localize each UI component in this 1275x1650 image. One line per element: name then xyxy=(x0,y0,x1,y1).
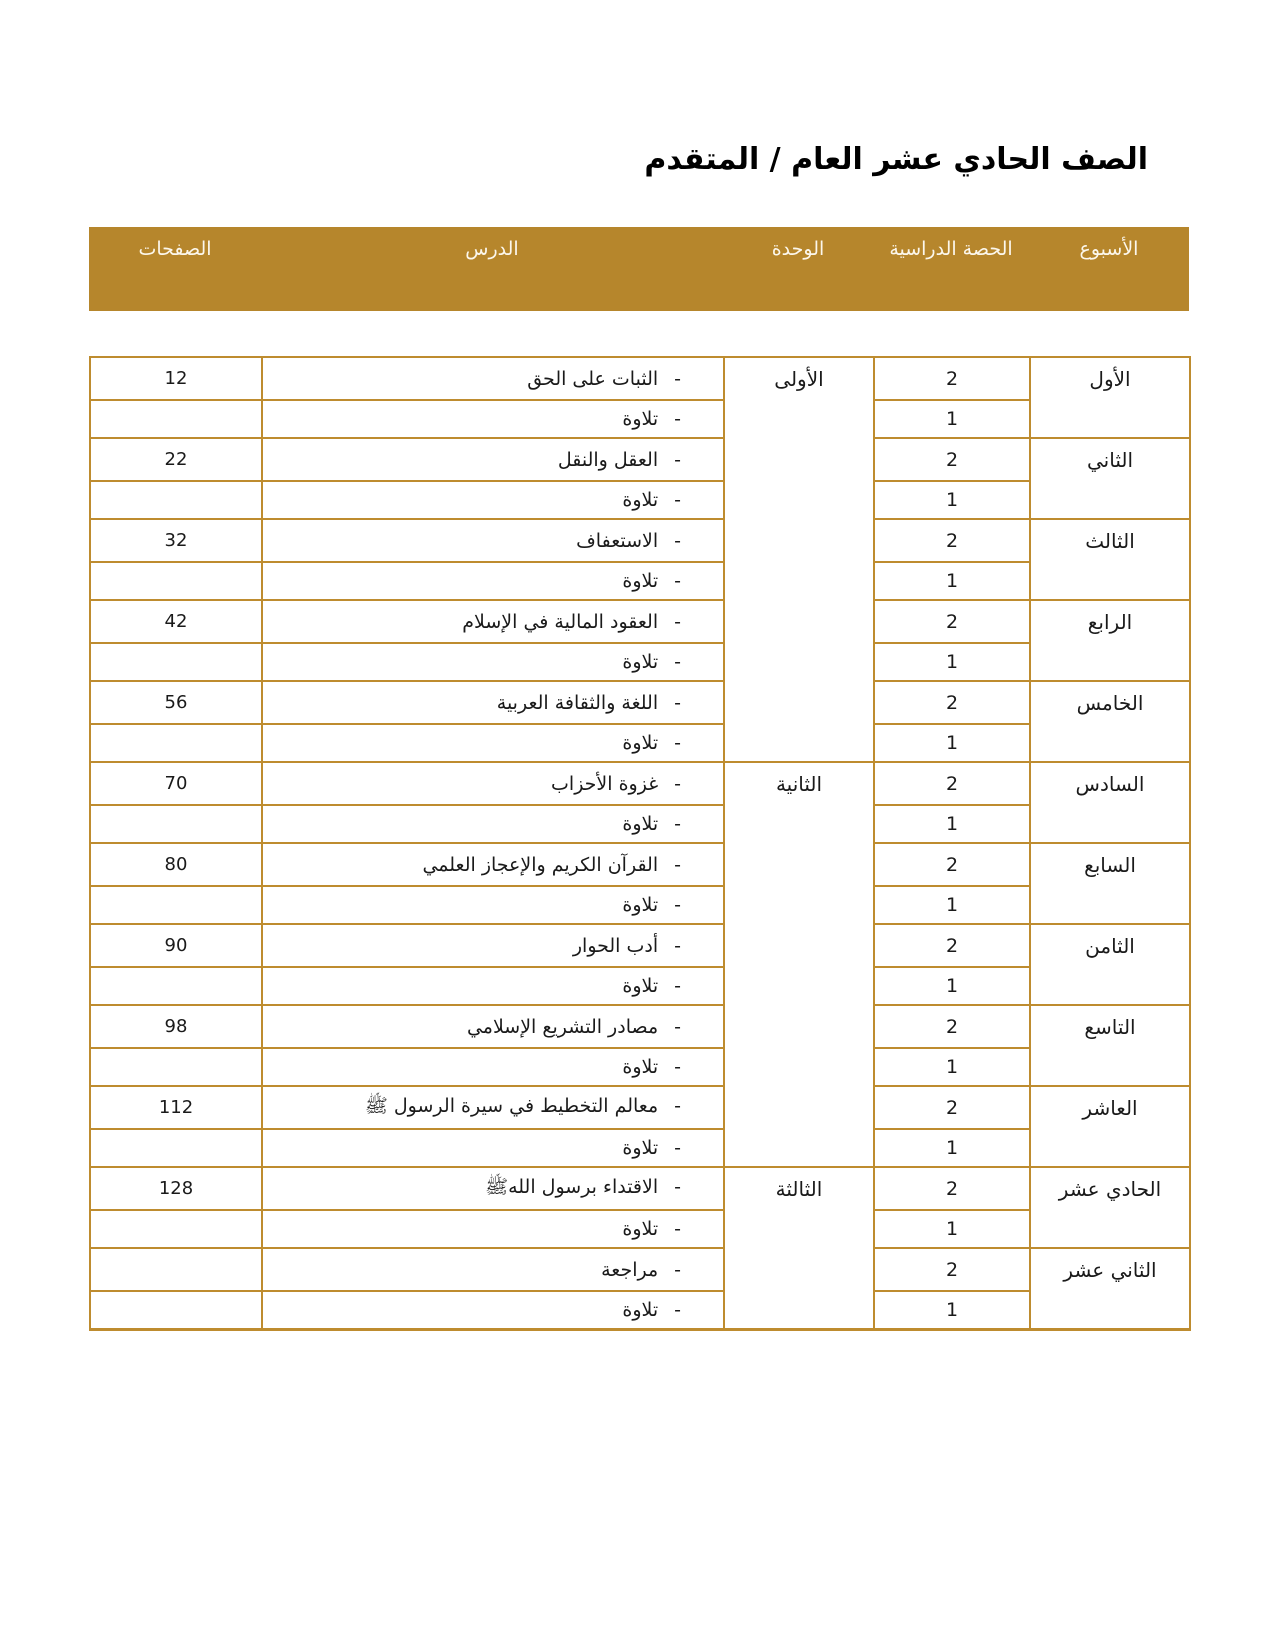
table-row xyxy=(90,1048,1190,1086)
lesson-cell xyxy=(262,600,724,643)
table-row xyxy=(90,562,1190,600)
week-cell: الخامس xyxy=(1030,681,1190,762)
pages-cell: 90 xyxy=(90,924,262,967)
lesson-cell xyxy=(262,438,724,481)
dash-bullet: - xyxy=(674,1015,681,1038)
lesson-cell xyxy=(262,967,724,1005)
week-cell: الثامن xyxy=(1030,924,1190,1005)
lesson-text: الثبات على الحق xyxy=(527,367,659,390)
dash-bullet: - xyxy=(674,610,681,633)
lesson-text: تلاوة xyxy=(622,651,659,673)
dash-bullet: - xyxy=(674,1298,681,1321)
pages-cell: 112 xyxy=(90,1086,262,1129)
table-row xyxy=(90,400,1190,438)
lesson-text: العقود المالية في الإسلام xyxy=(462,610,659,633)
dash-bullet: - xyxy=(674,367,681,390)
dash-bullet: - xyxy=(674,489,681,511)
period-cell: 2 xyxy=(874,438,1030,481)
lesson-cell xyxy=(262,357,724,400)
table-row xyxy=(90,1005,1190,1048)
period-cell: 1 xyxy=(874,1048,1030,1086)
lesson-text: مصادر التشريع الإسلامي xyxy=(466,1015,659,1038)
period-cell: 2 xyxy=(874,1005,1030,1048)
table-row xyxy=(90,924,1190,967)
table-row xyxy=(90,805,1190,843)
table-row xyxy=(90,481,1190,519)
pages-cell: 32 xyxy=(90,519,262,562)
pages-cell xyxy=(90,400,262,438)
table-row xyxy=(90,1129,1190,1167)
pages-cell xyxy=(90,1129,262,1167)
lesson-text: تلاوة xyxy=(622,975,659,997)
lesson-cell xyxy=(262,519,724,562)
header-cell-pages: الصفحات xyxy=(138,238,212,260)
pages-cell xyxy=(90,481,262,519)
lesson-text: تلاوة xyxy=(622,1137,659,1159)
week-cell: الثاني عشر xyxy=(1030,1248,1190,1329)
lesson-cell xyxy=(262,1048,724,1086)
lesson-cell xyxy=(262,762,724,805)
lesson-cell xyxy=(262,643,724,681)
dash-bullet: - xyxy=(674,570,681,592)
lesson-cell xyxy=(262,1248,724,1291)
lesson-text: غزوة الأحزاب xyxy=(551,772,659,795)
lesson-cell xyxy=(262,1167,724,1210)
table-row xyxy=(90,762,1190,805)
schedule-table xyxy=(89,356,1191,1331)
period-cell: 1 xyxy=(874,724,1030,762)
lesson-cell xyxy=(262,886,724,924)
lesson-text: الاستعفاف xyxy=(576,529,659,552)
period-cell: 1 xyxy=(874,1210,1030,1248)
period-cell: 2 xyxy=(874,924,1030,967)
pages-cell xyxy=(90,1048,262,1086)
period-cell: 2 xyxy=(874,1248,1030,1291)
dash-bullet: - xyxy=(674,448,681,471)
lesson-cell xyxy=(262,1129,724,1167)
period-cell: 2 xyxy=(874,600,1030,643)
week-cell: السابع xyxy=(1030,843,1190,924)
lesson-cell xyxy=(262,1291,724,1329)
lesson-text: القرآن الكريم والإعجاز العلمي xyxy=(422,853,659,876)
lesson-text: الاقتداء برسول اللهﷺ xyxy=(485,1175,659,1198)
lesson-cell xyxy=(262,1086,724,1129)
lesson-text: تلاوة xyxy=(622,489,659,511)
pages-cell xyxy=(90,967,262,1005)
pages-cell: 98 xyxy=(90,1005,262,1048)
period-cell: 2 xyxy=(874,357,1030,400)
header-cell-week: الأسبوع xyxy=(1079,238,1139,260)
period-cell: 2 xyxy=(874,1086,1030,1129)
lesson-cell xyxy=(262,481,724,519)
pages-cell: 128 xyxy=(90,1167,262,1210)
table-row xyxy=(90,1248,1190,1291)
pages-cell: 56 xyxy=(90,681,262,724)
week-cell: التاسع xyxy=(1030,1005,1190,1086)
unit-cell: الأولى xyxy=(724,357,874,762)
dash-bullet: - xyxy=(674,691,681,714)
table-row xyxy=(90,357,1190,400)
week-cell: الأول xyxy=(1030,357,1190,438)
period-cell: 1 xyxy=(874,886,1030,924)
week-cell: السادس xyxy=(1030,762,1190,843)
dash-bullet: - xyxy=(674,975,681,997)
period-cell: 1 xyxy=(874,1291,1030,1329)
dash-bullet: - xyxy=(674,1175,681,1198)
lesson-text: تلاوة xyxy=(622,894,659,916)
lesson-text: تلاوة xyxy=(622,570,659,592)
table-row xyxy=(90,1291,1190,1329)
lesson-cell xyxy=(262,681,724,724)
lesson-cell xyxy=(262,924,724,967)
table-row xyxy=(90,681,1190,724)
lesson-cell xyxy=(262,562,724,600)
schedule-table-body xyxy=(90,357,1190,1329)
pages-cell: 12 xyxy=(90,357,262,400)
period-cell: 1 xyxy=(874,643,1030,681)
lesson-cell xyxy=(262,1005,724,1048)
dash-bullet: - xyxy=(674,1056,681,1078)
lesson-text: تلاوة xyxy=(622,1218,659,1240)
week-cell: الحادي عشر xyxy=(1030,1167,1190,1248)
table-row xyxy=(90,643,1190,681)
period-cell: 1 xyxy=(874,562,1030,600)
dash-bullet: - xyxy=(674,1218,681,1240)
lesson-text: مراجعة xyxy=(601,1258,659,1281)
week-cell: الرابع xyxy=(1030,600,1190,681)
pages-cell xyxy=(90,643,262,681)
period-cell: 2 xyxy=(874,762,1030,805)
dash-bullet: - xyxy=(674,813,681,835)
pages-cell xyxy=(90,805,262,843)
dash-bullet: - xyxy=(674,408,681,430)
table-row xyxy=(90,438,1190,481)
period-cell: 1 xyxy=(874,967,1030,1005)
pages-cell: 42 xyxy=(90,600,262,643)
dash-bullet: - xyxy=(674,1094,681,1117)
dash-bullet: - xyxy=(674,853,681,876)
dash-bullet: - xyxy=(674,772,681,795)
lesson-cell xyxy=(262,724,724,762)
lesson-text: معالم التخطيط في سيرة الرسول ﷺ xyxy=(364,1094,659,1117)
lesson-text: تلاوة xyxy=(622,732,659,754)
dash-bullet: - xyxy=(674,894,681,916)
header-cell-unit: الوحدة xyxy=(771,238,825,260)
pages-cell: 70 xyxy=(90,762,262,805)
header-cell-lesson: الدرس xyxy=(465,238,519,260)
pages-cell xyxy=(90,886,262,924)
lesson-cell xyxy=(262,400,724,438)
page-title: الصف الحادي عشر العام / المتقدم xyxy=(644,142,1148,177)
period-cell: 1 xyxy=(874,1129,1030,1167)
dash-bullet: - xyxy=(674,732,681,754)
table-row xyxy=(90,519,1190,562)
period-cell: 2 xyxy=(874,1167,1030,1210)
table-row xyxy=(90,1210,1190,1248)
period-cell: 1 xyxy=(874,400,1030,438)
lesson-text: اللغة والثقافة العربية xyxy=(496,691,659,714)
lesson-text: تلاوة xyxy=(622,1056,659,1078)
dash-bullet: - xyxy=(674,529,681,552)
table-row xyxy=(90,1167,1190,1210)
table-row xyxy=(90,600,1190,643)
lesson-cell xyxy=(262,1210,724,1248)
lesson-text: العقل والنقل xyxy=(557,448,659,471)
table-row xyxy=(90,886,1190,924)
period-cell: 1 xyxy=(874,481,1030,519)
period-cell: 2 xyxy=(874,843,1030,886)
pages-cell xyxy=(90,1210,262,1248)
lesson-text: تلاوة xyxy=(622,1298,659,1321)
period-cell: 2 xyxy=(874,519,1030,562)
table-row xyxy=(90,1086,1190,1129)
pages-cell xyxy=(90,562,262,600)
lesson-cell xyxy=(262,805,724,843)
pages-cell: 22 xyxy=(90,438,262,481)
table-row xyxy=(90,843,1190,886)
week-cell: العاشر xyxy=(1030,1086,1190,1167)
dash-bullet: - xyxy=(674,1258,681,1281)
table-row xyxy=(90,967,1190,1005)
period-cell: 2 xyxy=(874,681,1030,724)
pages-cell xyxy=(90,1291,262,1329)
week-cell: الثاني xyxy=(1030,438,1190,519)
lesson-text: تلاوة xyxy=(622,408,659,430)
period-cell: 1 xyxy=(874,805,1030,843)
dash-bullet: - xyxy=(674,934,681,957)
dash-bullet: - xyxy=(674,651,681,673)
pages-cell xyxy=(90,1248,262,1291)
table-header-band xyxy=(89,227,1189,311)
lesson-cell xyxy=(262,843,724,886)
pages-cell xyxy=(90,724,262,762)
header-cell-period: الحصة الدراسية xyxy=(889,238,1013,260)
unit-cell: الثانية xyxy=(724,762,874,1167)
dash-bullet: - xyxy=(674,1137,681,1159)
week-cell: الثالث xyxy=(1030,519,1190,600)
unit-cell: الثالثة xyxy=(724,1167,874,1329)
lesson-text: تلاوة xyxy=(622,813,659,835)
table-row xyxy=(90,724,1190,762)
pages-cell: 80 xyxy=(90,843,262,886)
lesson-text: أدب الحوار xyxy=(572,934,659,957)
